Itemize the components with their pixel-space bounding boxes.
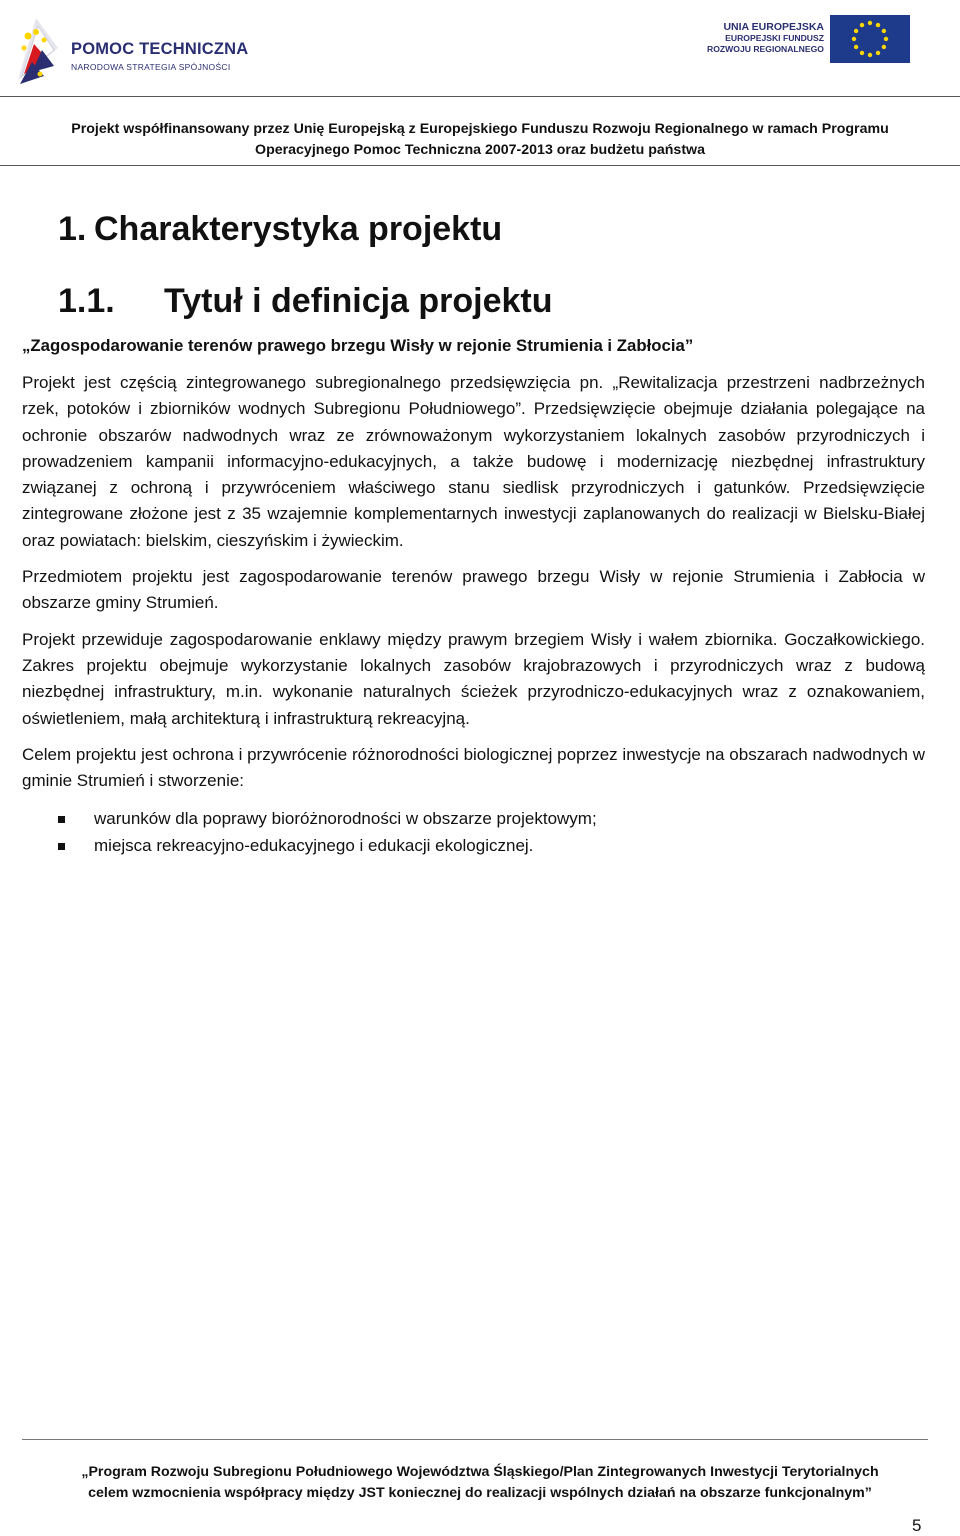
cofinancing-line2: Operacyjnego Pomoc Techniczna 2007-2013 oraz budżetu państwa [255,142,705,158]
paragraph: Projekt przewiduje zagospodarowanie enklawy między prawym brzegiem Wisły i wałem zbiornika. Goczałkowickiego. Zakres projektu obejmuje wykorzystanie lokalnych zasobów krajobrazowych i przyrodniczych wraz z budową niezbędnej infrastruktury, m.in. wykonanie naturalnych ścieżek przyrodniczo-edukacyjnych wraz z oznakowaniem, oświetleniem, małą architekturą i infrastrukturą rekreacyjną. [22,629,925,728]
paragraph: Projekt jest częścią zintegrowanego subregionalnego przedsięwzięcia pn. „Rewitalizacja przestrzeni nadbrzeżnych rzek, potoków i zbiorników wodnych Subregionu Południowego”. Przedsięwzięcie obejmuje działania polegające na ochronie obszarów nadwodnych wraz ze zrównoważonym wykorzystaniem lokalnych zasobów przyrodniczych i prowadzeniem kampanii informacyjno-edukacyjnych, a także budowę i modernizację niezbędnej infrastruktury związanej z ochroną i przywróceniem właściwego stanu siedlisk przyrodniczych i gatunków. Przedsięwzięcie zintegrowane złożone jest z 35 wzajemnie komplementarnych inwestycji zaplanowanych do realizacji w Bielsku-Białej oraz powiatach: bielskim, cieszyńskim i żywieckim. [22,373,925,550]
footer-note [0,1462,960,1504]
paragraph: Przedmiotem projektu jest zagospodarowanie terenów prawego brzegu Wisły w rejonie Strumienia i Zabłocia w obszarze gminy Strumień. [22,567,925,613]
section-heading [58,210,502,249]
poland-stars-emblem-icon [14,14,68,86]
page-number: 5 [912,1516,922,1535]
paragraph: Celem projektu jest ochrona i przywrócenie różnorodności biologicznej poprzez inwestycje na obszarach nadwodnych w gminie Strumień i stworzenie: [22,744,925,791]
list-item-text: miejsca rekreacyjno-edukacyjnego i edukacji ekologicznej. [94,835,534,855]
subsection-number: 1.1. [58,282,115,320]
body-content [22,370,925,859]
eu-flag-icon [830,15,910,63]
logo-left-main-text: POMOC TECHNICZNA [71,40,249,58]
eu-logo-line3: ROZWOJU REGIONALNEGO [707,44,824,54]
footer-line1: „Program Rozwoju Subregionu Południowego Województwa Śląskiego/Plan Zintegrowanych Inwestycji Terytorialnych [81,1464,879,1480]
list-item [22,833,925,859]
footer-divider [22,1439,928,1440]
footer-line2: celem wzmocnienia współpracy między JST koniecznej do realizacji wspólnych działań na obszarze funkcjonalnym” [88,1485,872,1501]
project-title: „Zagospodarowanie terenów prawego brzegu Wisły w rejonie Strumienia i Zabłocia” [22,336,694,355]
eu-logo-line1: UNIA EUROPEJSKA [723,21,824,33]
goals-list [22,806,925,859]
eu-logo [686,12,912,66]
list-item-text: warunków dla poprawy bioróżnorodności w obszarze projektowym; [94,809,597,829]
header-divider [0,96,960,97]
cofinancing-note [0,119,960,161]
header-divider-lower [0,165,960,166]
cofinancing-line1: Projekt współfinansowany przez Unię Europejską z Europejskiego Funduszu Rozwoju Regionalnego w ramach Programu [71,121,889,137]
section-title: Charakterystyka projektu [94,210,503,248]
square-bullet-icon [58,816,65,823]
pomoc-techniczna-logo [14,14,254,86]
subsection-heading [58,282,553,321]
list-item [22,806,925,832]
eu-logo-line2: EUROPEJSKI FUNDUSZ [725,33,824,43]
subsection-title: Tytuł i definicja projektu [164,282,553,320]
logo-left-sub-text: NARODOWA STRATEGIA SPÓJNOŚCI [71,62,231,72]
square-bullet-icon [58,843,65,850]
section-number: 1. [58,210,87,248]
